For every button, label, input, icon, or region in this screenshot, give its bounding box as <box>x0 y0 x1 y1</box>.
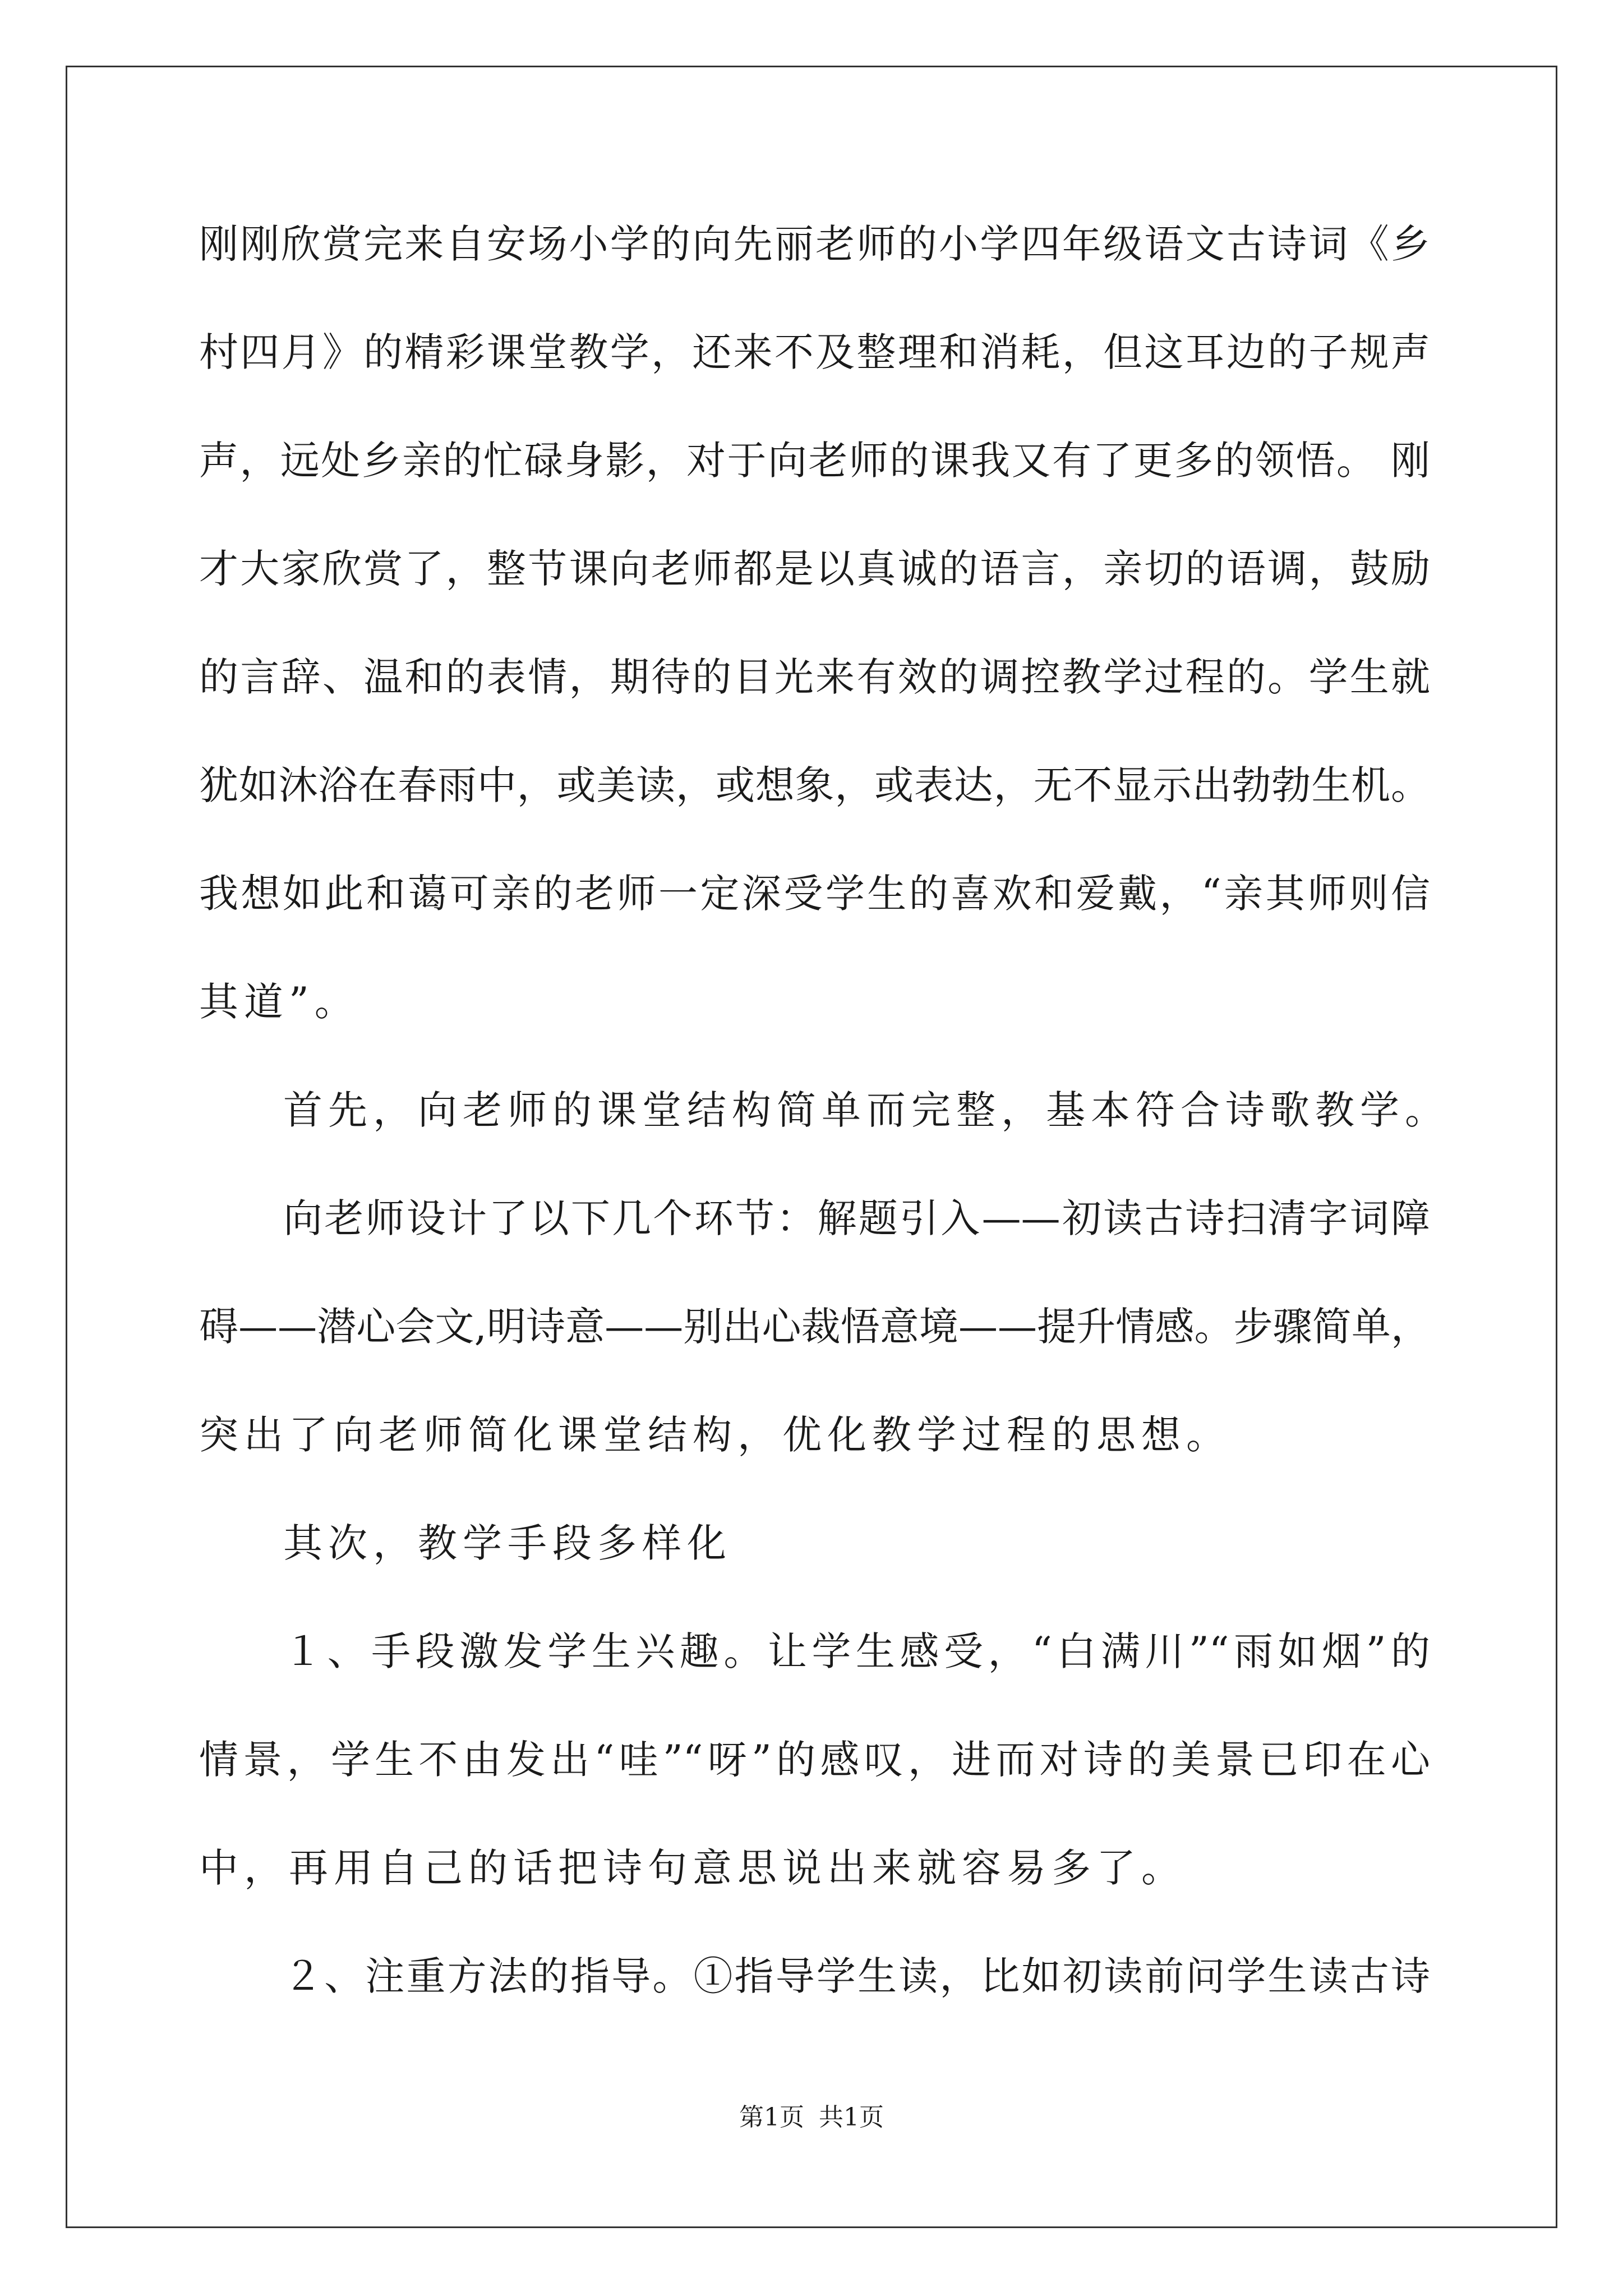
paragraph-line: 其次，教学手段多样化 <box>283 1520 732 1566</box>
paragraph-line: 首先，向老师的课堂结构简单而完整，基本符合诗歌教学。 <box>283 1087 1450 1133</box>
text-line: 才大家欣赏了，整节课向老师都是以真诚的语言，亲切的语调，鼓励 <box>199 546 1430 592</box>
page-total: 共1页 <box>819 2103 884 2132</box>
text-line: 中，再用自己的话把诗句意思说出来就容易多了。 <box>199 1845 1186 1891</box>
text-line: 碍——潜心会文,明诗意——别出心裁悟意境——提升情感。步骤简单， <box>199 1304 1430 1350</box>
text-line: 我想如此和蔼可亲的老师一定深受学生的喜欢和爱戴，“亲其师则信 <box>199 871 1430 917</box>
text-line: 村四月》的精彩课堂教学，还来不及整理和消耗，但这耳边的子规声 <box>199 329 1430 375</box>
page-footer <box>0 2101 1623 2134</box>
paragraph-line: １、手段激发学生兴趣。让学生感受，“白满川”“雨如烟”的 <box>283 1628 1430 1674</box>
page-number: 第1页 <box>739 2103 804 2132</box>
text-line: 犹如沐浴在春雨中，或美读，或想象，或表达，无不显示出勃勃生机。 <box>199 762 1430 808</box>
text-line: 突出了向老师简化课堂结构，优化教学过程的思想。 <box>199 1412 1231 1458</box>
text-line: 刚刚欣赏完来自安场小学的向先丽老师的小学四年级语文古诗词《乡 <box>199 221 1430 267</box>
text-line: 其道”。 <box>199 979 359 1025</box>
paragraph-line: 向老师设计了以下几个环节：解题引入——初读古诗扫清字词障 <box>283 1195 1430 1241</box>
paragraph-line: ２、注重方法的指导。①指导学生读，比如初读前问学生读古诗 <box>283 1953 1430 1999</box>
page-border <box>66 66 1557 2228</box>
text-line: 的言辞、温和的表情，期待的目光来有效的调控教学过程的。学生就 <box>199 654 1430 700</box>
text-line: 声，远处乡亲的忙碌身影，对于向老师的课我又有了更多的领悟。 刚 <box>199 438 1430 484</box>
text-line: 情景，学生不由发出“哇”“呀”的感叹，进而对诗的美景已印在心 <box>199 1737 1430 1783</box>
